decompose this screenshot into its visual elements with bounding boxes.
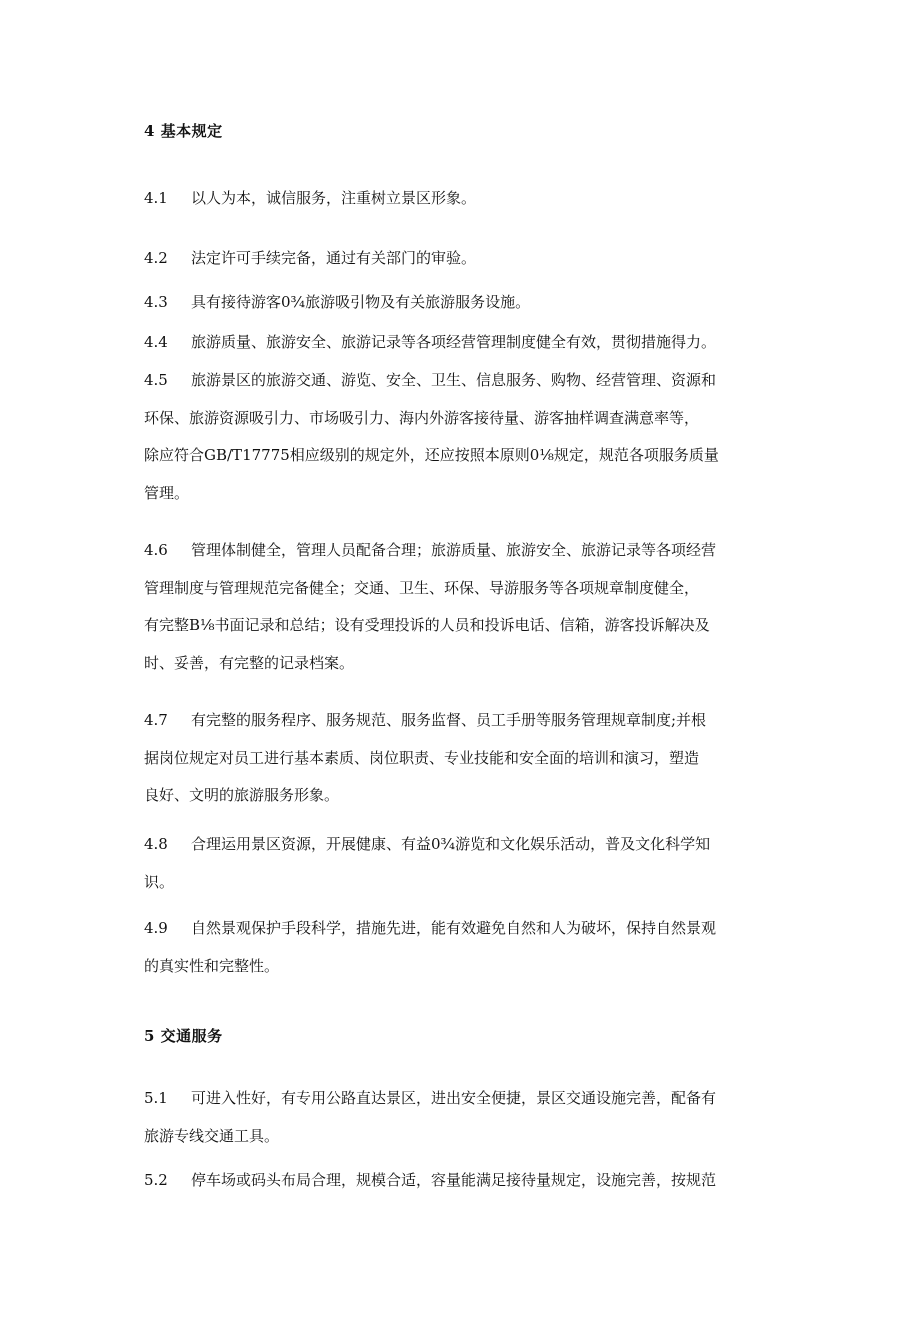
clause-text: 环保、旅游资源吸引力、市场吸引力、海内外游客接待量、游客抽样调查满意率等，: [144, 408, 700, 427]
clause-text: 除应符合GB/T17775相应级别的规定外，还应按照本原则0⅛规定，规范各项服务质量: [144, 446, 719, 465]
clause-4-2: [144, 240, 776, 278]
clause-text: 管理。: [144, 483, 190, 502]
clause-text: 据岗位规定对员工进行基本素质、岗位职责、专业技能和安全面的培训和演习，塑造: [144, 748, 700, 767]
clause-number: 5.2: [144, 1171, 168, 1189]
clause-4-4: [144, 324, 776, 362]
clause-text: 的真实性和完整性。: [144, 956, 280, 975]
clause-number: 4.7: [144, 711, 168, 729]
clause-text: 合理运用景区资源，开展健康、有益0¾游览和文化娱乐活动，普及文化科学知: [191, 835, 711, 853]
clause-number: 4.6: [144, 541, 168, 559]
clause-text: 具有接待游客0¾旅游吸引物及有关旅游服务设施。: [191, 293, 531, 311]
clause-text: 旅游专线交通工具。: [144, 1126, 280, 1145]
clause-text: 法定许可手续完备，通过有关部门的审验。: [191, 249, 477, 267]
clause-number: 4.4: [144, 333, 168, 351]
clause-number: 4.1: [144, 189, 168, 207]
clause-text: 有完整的服务程序、服务规范、服务监督、员工手册等服务管理规章制度;并根: [191, 711, 707, 729]
clause-number: 4.9: [144, 919, 168, 937]
clause-text: 管理体制健全，管理人员配备合理；旅游质量、旅游安全、旅游记录等各项经营: [191, 541, 717, 559]
clause-4-7: [144, 702, 776, 815]
clause-text: 时、妥善，有完整的记录档案。: [144, 653, 355, 672]
clause-4-6: [144, 532, 776, 682]
clause-number: 4.3: [144, 293, 168, 311]
clause-number: 4.5: [144, 371, 168, 389]
section-heading-5: 5 交通服务: [144, 1027, 223, 1045]
clause-4-9: [144, 910, 776, 985]
clause-text: 旅游质量、旅游安全、旅游记录等各项经营管理制度健全有效，贯彻措施得力。: [191, 333, 717, 351]
clause-4-5: [144, 362, 776, 512]
clause-text: 旅游景区的旅游交通、游览、安全、卫生、信息服务、购物、经营管理、资源和: [191, 371, 717, 389]
clause-number: 4.8: [144, 835, 168, 853]
clause-text: 管理制度与管理规范完备健全；交通、卫生、环保、导游服务等各项规章制度健全，: [144, 578, 700, 597]
clause-4-8: [144, 826, 776, 901]
section-heading-4: 4 基本规定: [144, 122, 223, 140]
clause-text: 良好、文明的旅游服务形象。: [144, 786, 340, 805]
clause-text: 以人为本，诚信服务，注重树立景区形象。: [191, 189, 477, 207]
clause-text: 可进入性好，有专用公路直达景区，进出安全便捷，景区交通设施完善，配备有: [191, 1089, 717, 1107]
clause-4-1: [144, 180, 776, 218]
clause-text: 有完整B⅛书面记录和总结；设有受理投诉的人员和投诉电话、信箱，游客投诉解决及: [144, 616, 710, 635]
clause-5-1: [144, 1080, 776, 1155]
clause-text: 识。: [144, 872, 175, 891]
clause-5-2: [144, 1162, 776, 1200]
clause-number: 4.2: [144, 249, 168, 267]
clause-4-3: [144, 284, 776, 322]
clause-text: 自然景观保护手段科学，措施先进，能有效避免自然和人为破坏，保持自然景观: [191, 919, 717, 937]
clause-text: 停车场或码头布局合理，规模合适，容量能满足接待量规定，设施完善，按规范: [191, 1171, 717, 1189]
clause-number: 5.1: [144, 1089, 168, 1107]
